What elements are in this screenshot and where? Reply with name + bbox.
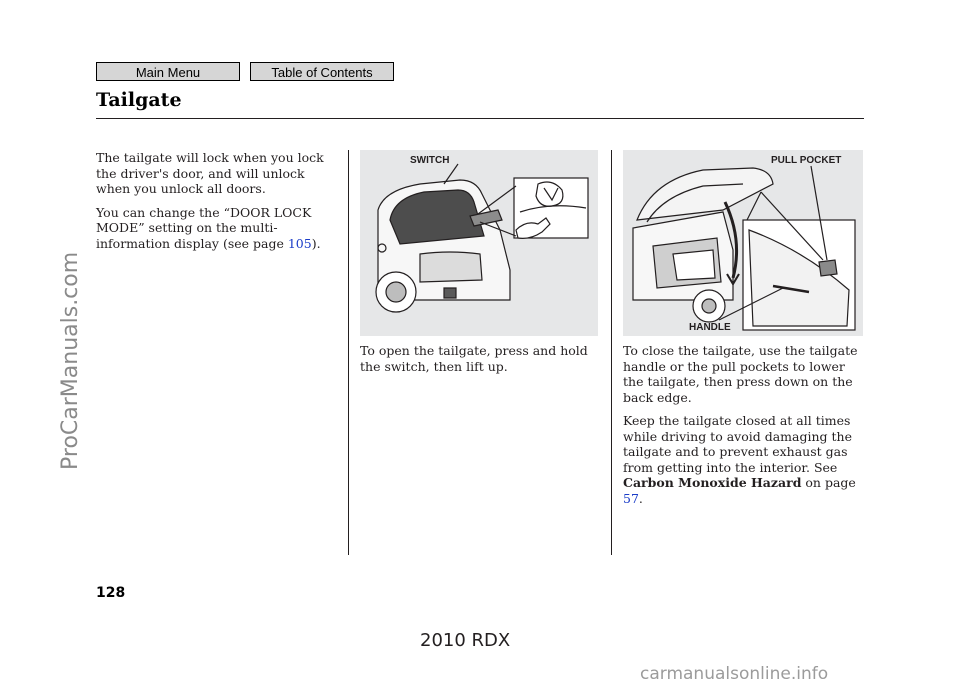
door-lock-mode-note <box>96 205 336 252</box>
model-name: 2010 RDX <box>420 630 511 651</box>
close-tailgate-text <box>623 343 863 514</box>
warning-page-text: on page <box>801 475 856 490</box>
switch-label: SWITCH <box>410 155 450 166</box>
carbon-monoxide-reference: Carbon Monoxide Hazard <box>623 475 802 490</box>
warning-end: . <box>638 490 643 506</box>
note-line-2: MODE” setting on the multi- <box>96 220 278 235</box>
page-link-57[interactable]: 57 <box>623 490 639 506</box>
tailgate-handle-illustration <box>623 150 863 336</box>
warning-text: Keep the tailgate closed at all times while driving to avoid damaging the tailgate and to prevent exhaust gas from getting into the interior. See <box>623 413 852 475</box>
pull-pocket-label: PULL POCKET <box>771 155 842 166</box>
left-column-text <box>96 150 336 259</box>
title-divider <box>96 118 864 119</box>
column-divider-right <box>611 150 612 555</box>
page-number: 128 <box>96 585 126 601</box>
note-line-1: You can change the “DOOR LOCK <box>96 204 312 220</box>
open-tailgate-text <box>360 343 600 382</box>
note-line-3-end: ). <box>311 235 321 251</box>
tailgate-switch-illustration <box>360 150 598 336</box>
main-menu-button[interactable]: Main Menu <box>96 62 240 81</box>
handle-label: HANDLE <box>689 322 731 333</box>
bottom-watermark: carmanualsonline.info <box>640 664 829 684</box>
keep-closed-warning <box>623 413 863 506</box>
table-of-contents-button[interactable]: Table of Contents <box>250 62 394 81</box>
close-instructions: To close the tailgate, use the tailgate handle or the pull pockets to lower the tailgate, then press down on the back edge. <box>623 343 858 405</box>
lock-description: The tailgate will lock when you lock the driver's door, and will unlock when you unlock all doors. <box>96 150 324 196</box>
note-line-3: information display (see page <box>96 235 288 251</box>
open-instructions: To open the tailgate, press and hold the switch, then lift up. <box>360 343 588 374</box>
page-title: Tailgate <box>96 89 182 111</box>
tailgate-handle-figure <box>623 150 863 336</box>
column-divider-left <box>348 150 349 555</box>
tailgate-switch-figure <box>360 150 598 336</box>
page-link-105[interactable]: 105 <box>287 235 312 251</box>
